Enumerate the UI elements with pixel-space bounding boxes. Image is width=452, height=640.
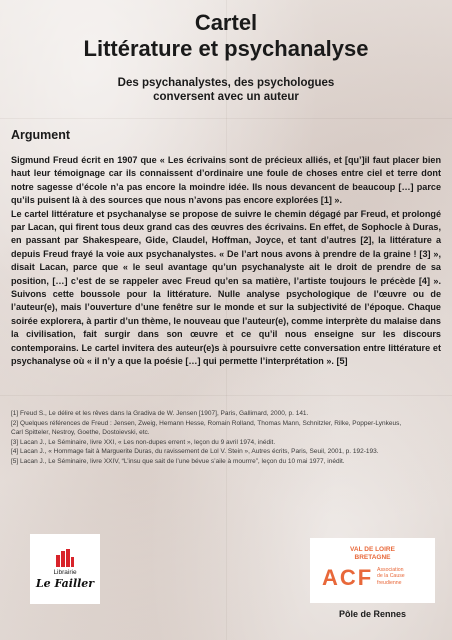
paper-crease bbox=[0, 395, 452, 396]
acf-region-line2: BRETAGNE bbox=[354, 554, 391, 561]
logo-left-small-text: Librairie bbox=[53, 568, 77, 576]
subtitle-line2: conversent avec un auteur bbox=[153, 91, 299, 103]
acf-desc-line2: de la Cause bbox=[377, 573, 405, 580]
footnotes bbox=[11, 409, 447, 467]
footnote-4: [4] Lacan J., « Hommage fait à Marguerite Duras, du ravissement de Lol V. Stein », Autres écrits, Paris, Seuil, 2001, p. 192-193. bbox=[11, 448, 379, 456]
acf-region-line1: VAL DE LOIRE bbox=[350, 546, 395, 553]
subtitle bbox=[0, 76, 452, 104]
paper-crease bbox=[0, 118, 452, 119]
section-heading-argument: Argument bbox=[11, 128, 71, 142]
argument-paragraph-1: Sigmund Freud écrit en 1907 que « Les écrivains sont de précieux alliés, et [qu’]il faut placer bien haut leur témoignage car ils connaissent d’ordinaire une foule de choses entre ciel et terre dont notre sagesse d’école n’a pas encore la moindre idée. Ils nous devancent de beaucoup […] parce qu’ils puisent là à des sources que nous n’avons pas encore explorées [1] ». bbox=[11, 155, 441, 206]
logo-left-name: Le Failler bbox=[35, 576, 95, 590]
librairie-le-failler-logo bbox=[30, 534, 100, 604]
pole-location: Pôle de Rennes bbox=[338, 609, 407, 619]
acf-description bbox=[377, 567, 433, 586]
footnote-2-continued: Carl Spitteler, Nestroy, Goethe, Dostoievski, etc. bbox=[11, 429, 150, 437]
title-line2: Littérature et psychanalyse bbox=[83, 36, 369, 61]
acf-desc-line1: Association bbox=[377, 567, 404, 573]
argument-body bbox=[11, 154, 441, 369]
acf-letters: ACF bbox=[322, 565, 374, 590]
subtitle-line1: Des psychanalystes, des psychologues bbox=[117, 77, 335, 89]
acf-logo bbox=[310, 538, 435, 603]
argument-paragraph-2: Le cartel littérature et psychanalyse se propose de suivre le chemin dégagé par Freud, et prolongé par Lacan, qui firent tous deux grand cas des œuvres des écrivains. En effet, de Sophocle à Duras, en passant par Shakespeare, Gide, Claudel, Hoffman, Joyce, et tant d’autres [2], la littérature a depuis Freud frayé la voie aux psychanalystes. « De l’art nous avons à prendre de la graine ! [3] », disait Lacan, parce que « le seul avantage qu’un psychanalyste ait le droit de prendre de sa position, […] c’est de se rappeler avec Freud qu’en sa matière, l’artiste toujours le précède [4] ». Suivons cette boussole pour la littérature. Nulle analyse psychologique de l’œuvre ou de l’auteur(e), mais l’ouverture d’une fenêtre sur le monde et sur la subjectivité de l’époque. Chaque soirée explorera, à partir d’un thème, le nouveau que l’auteur(e), comme interprète du malaise dans la civilisation, fait surgir dans son œuvre et ce qu’il nous enseigne sur les discours contemporains. Le cartel invitera des auteur(e)s à poursuivre cette conversation entre littérature et psychanalyse où « il n’y a que la poésie […] qui permette l’interprétation ». [5] bbox=[11, 208, 441, 367]
book-icon bbox=[54, 549, 76, 567]
footnote-2: [2] Quelques références de Freud : Jensen, Zweig, Hemann Hesse, Romain Rolland, Thomas Mann, Schnitzler, Rilke, Popper-Lynkeus, bbox=[11, 419, 402, 427]
footnote-3: [3] Lacan J., Le Séminaire, livre XXI, « Les non-dupes errent », leçon du 9 avril 1974, inédit. bbox=[11, 438, 276, 446]
footnote-5: [5] Lacan J., Le Séminaire, livre XXIV, “L’insu que sait de l’une bévue s’aile à mourrre”, leçon du 10 mai 1977, inédit. bbox=[11, 457, 345, 465]
acf-region bbox=[310, 546, 435, 562]
footnote-1: [1] Freud S., Le délire et les rêves dans la Gradiva de W. Jensen [1907], Paris, Gallimard, 2000, p. 141. bbox=[11, 410, 309, 417]
title-line1: Cartel bbox=[194, 10, 258, 35]
acf-desc-line3: freudienne bbox=[377, 579, 402, 586]
